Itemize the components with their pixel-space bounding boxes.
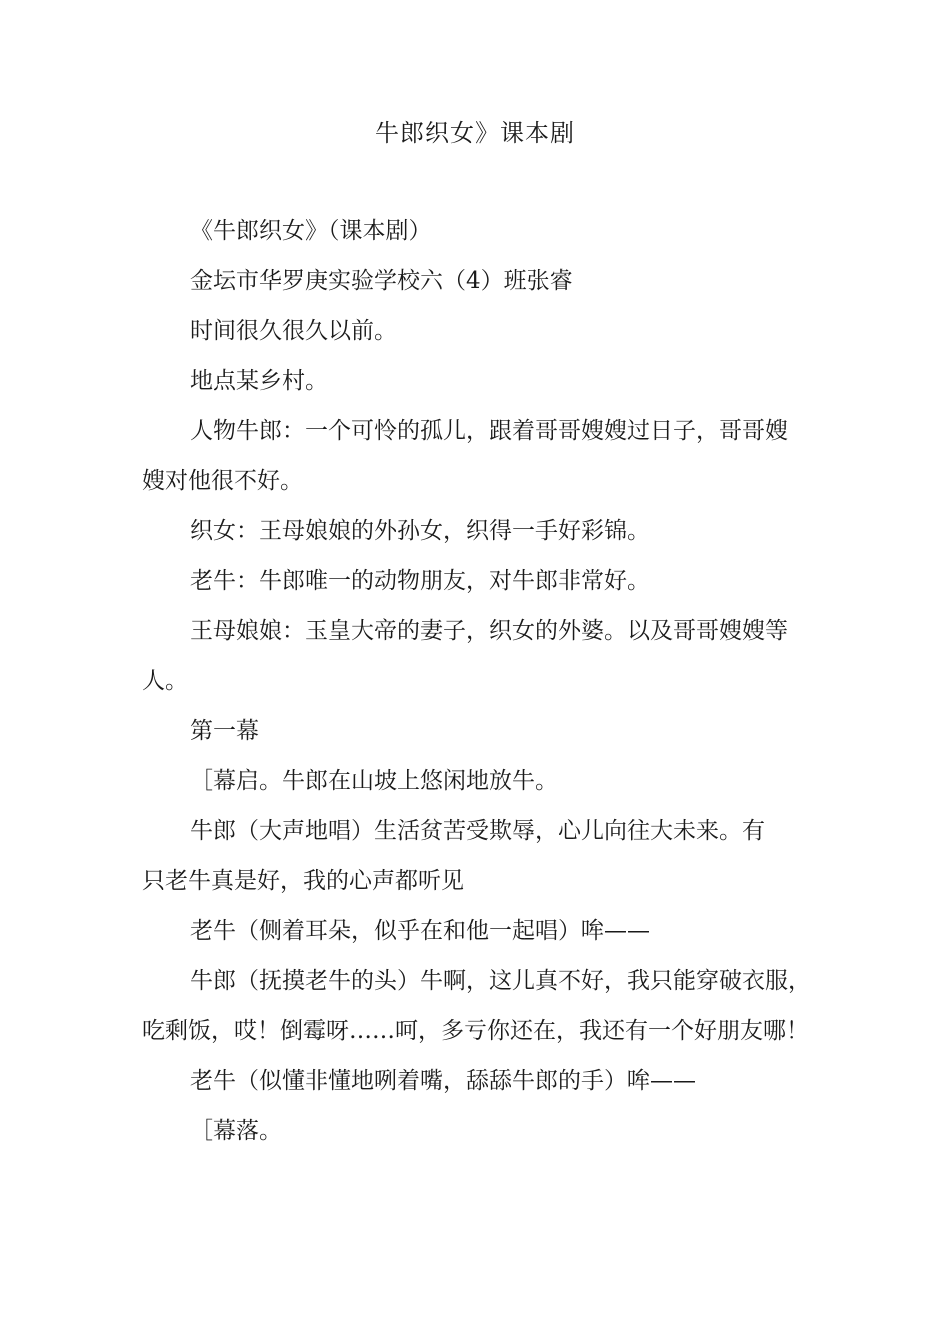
paragraph-dialogue: 牛郎（大声地唱）生活贫苦受欺辱，心儿向往大未来。有 只老牛真是好，我的心声都听见 <box>142 818 765 894</box>
paragraph-character-queen-mother: 王母娘娘：玉皇大帝的妻子，织女的外婆。以及哥哥嫂嫂等 人。 <box>142 618 788 694</box>
paragraph-act-heading: 第一幕 <box>190 718 259 744</box>
paragraph-stage-direction: ［幕启。牛郎在山坡上悠闲地放牛。 <box>190 768 558 794</box>
document-body <box>142 206 832 1156</box>
paragraph-author: 金坛市华罗庚实验学校六（4）班张睿 <box>190 268 573 294</box>
paragraph-time: 时间很久很久以前。 <box>190 318 397 344</box>
paragraph-character-zhinv: 织女：王母娘娘的外孙女，织得一手好彩锦。 <box>190 518 650 544</box>
paragraph-stage-direction: ［幕落。 <box>190 1118 282 1144</box>
paragraph-place: 地点某乡村。 <box>190 368 328 394</box>
paragraph-dialogue: 老牛（侧着耳朵，似乎在和他一起唱）哞—— <box>190 918 650 944</box>
paragraph-dialogue: 牛郎（抚摸老牛的头）牛啊，这儿真不好，我只能穿破衣服， 吃剩饭，哎！倒霉呀……呵，多亏你还在，我还有一个好朋友哪！ <box>142 968 811 1044</box>
paragraph-character-ox: 老牛：牛郎唯一的动物朋友，对牛郎非常好。 <box>190 568 650 594</box>
paragraph-character-niulang: 人物牛郎：一个可怜的孤儿，跟着哥哥嫂嫂过日子，哥哥嫂 嫂对他很不好。 <box>142 418 788 494</box>
document-title: 牛郎织女》课本剧 <box>375 119 575 147</box>
paragraph-dialogue: 老牛（似懂非懂地咧着嘴，舔舔牛郎的手）哞—— <box>190 1068 696 1094</box>
paragraph-play-title: 《牛郎织女》（课本剧） <box>190 218 432 244</box>
